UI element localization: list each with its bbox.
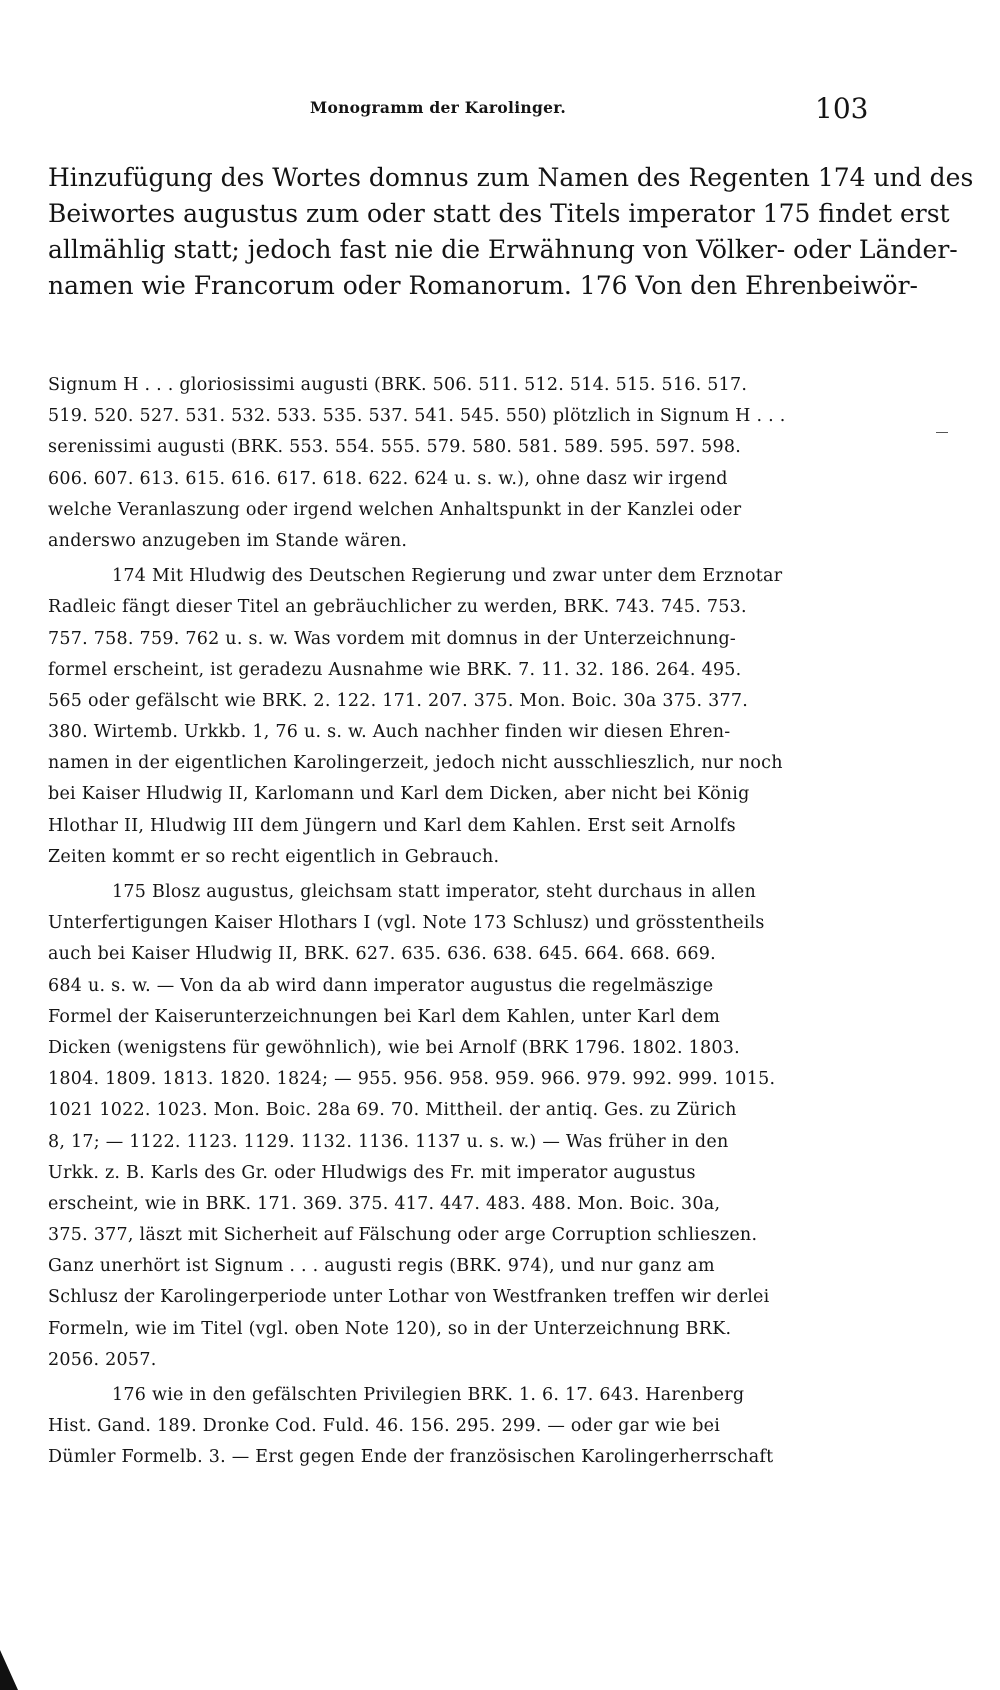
main-text-line: Beiwortes augustus zum oder statt des Titels imperator 175 findet erst xyxy=(48,199,950,228)
footnote-continuation xyxy=(48,370,858,557)
scan-blot xyxy=(0,1650,18,1690)
footnote-line: Dicken (wenigstens für gewöhnlich), wie bei Arnolf (BRK 1796. 1802. 1803. xyxy=(48,1037,740,1058)
footnote-line: formel erscheint, ist geradezu Ausnahme wie BRK. 7. 11. 32. 186. 264. 495. xyxy=(48,659,742,680)
footnote-line: 380. Wirtemb. Urkkb. 1, 76 u. s. w. Auch nachher finden wir diesen Ehren- xyxy=(48,722,731,743)
footnote-line: Formeln, wie im Titel (vgl. oben Note 120), so in der Unterzeichnung BRK. xyxy=(48,1318,732,1339)
footnote-line: Dümler Formelb. 3. — Erst gegen Ende der französischen Karolingerherrschaft xyxy=(48,1447,774,1468)
page-number: 103 xyxy=(815,92,869,125)
footnote-line: serenissimi augusti (BRK. 553. 554. 555. 579. 580. 581. 589. 595. 597. 598. xyxy=(48,437,742,458)
footnote-line: Urkk. z. B. Karls des Gr. oder Hludwigs des Fr. mit imperator augustus xyxy=(48,1162,696,1183)
footnote-line: 175 Blosz augustus, gleichsam statt imperator, steht durchaus in allen xyxy=(112,882,757,902)
stray-mark xyxy=(936,432,948,433)
footnote-line: 1804. 1809. 1813. 1820. 1824; — 955. 956. 958. 959. 966. 979. 992. 999. 1015. xyxy=(48,1069,776,1090)
footnote-line: 1021 1022. 1023. Mon. Boic. 28a 69. 70. Mittheil. der antiq. Ges. zu Zürich xyxy=(48,1100,737,1121)
footnote-line: 174 Mit Hludwig des Deutschen Regierung und zwar unter dem Erznotar xyxy=(112,566,783,587)
footnote-line: 375. 377, läszt mit Sicherheit auf Fälschung oder arge Corruption schlieszen. xyxy=(48,1225,758,1246)
footnote-line: Hist. Gand. 189. Dronke Cod. Fuld. 46. 156. 295. 299. — oder gar wie bei xyxy=(48,1416,721,1437)
footnote-line: 2056. 2057. xyxy=(48,1349,157,1370)
footnote-line: 565 oder gefälscht wie BRK. 2. 122. 171. 207. 375. Mon. Boic. 30a 375. 377. xyxy=(48,690,749,711)
footnote-line: anderswo anzugeben im Stande wären. xyxy=(48,530,408,551)
footnote-line: bei Kaiser Hludwig II, Karlomann und Karl dem Dicken, aber nicht bei König xyxy=(48,784,750,805)
footnote-line: Zeiten kommt er so recht eigentlich in Gebrauch. xyxy=(48,846,500,867)
footnote-line: 519. 520. 527. 531. 532. 533. 535. 537. 541. 545. 550) plötzlich in Signum H . . . xyxy=(48,406,786,427)
footnotes xyxy=(48,370,858,1474)
footnote-line: Unterfertigungen Kaiser Hlothars I (vgl. Note 173 Schlusz) und grösstentheils xyxy=(48,913,765,934)
footnote-line: 757. 758. 759. 762 u. s. w. Was vordem mit domnus in der Unterzeichnung- xyxy=(48,628,737,649)
footnote-175 xyxy=(48,877,858,1376)
footnote-line: erscheint, wie in BRK. 171. 369. 375. 417. 447. 483. 488. Mon. Boic. 30a, xyxy=(48,1193,721,1214)
footnote-line: 606. 607. 613. 615. 616. 617. 618. 622. 624 u. s. w.), ohne dasz wir irgend xyxy=(48,468,728,489)
footnote-line: Ganz unerhört ist Signum . . . augusti regis (BRK. 974), und nur ganz am xyxy=(48,1256,715,1277)
footnote-line: 176 wie in den gefälschten Privilegien BRK. 1. 6. 17. 643. Harenberg xyxy=(112,1385,745,1405)
footnote-line: 8, 17; — 1122. 1123. 1129. 1132. 1136. 1137 u. s. w.) — Was früher in den xyxy=(48,1131,729,1152)
main-text-line: Hinzufügung des Wortes domnus zum Namen des Regenten 174 und des xyxy=(48,163,974,192)
footnote-line: Hlothar II, Hludwig III dem Jüngern und Karl dem Kahlen. Erst seit Arnolfs xyxy=(48,815,736,836)
main-text xyxy=(48,160,974,304)
footnote-line: 684 u. s. w. — Von da ab wird dann imperator augustus die regelmäszige xyxy=(48,975,714,996)
running-title: Monogramm der Karolinger. xyxy=(310,98,567,117)
footnote-176 xyxy=(48,1380,858,1474)
footnote-174 xyxy=(48,561,858,873)
main-text-line: allmählig statt; jedoch fast nie die Erwähnung von Völker- oder Länder- xyxy=(48,235,958,264)
footnote-line: Signum H . . . gloriosissimi augusti (BRK. 506. 511. 512. 514. 515. 516. 517. xyxy=(48,375,748,395)
footnote-line: Formel der Kaiserunterzeichnungen bei Karl dem Kahlen, unter Karl dem xyxy=(48,1006,721,1027)
footnote-line: Schlusz der Karolingerperiode unter Lothar von Westfranken treffen wir derlei xyxy=(48,1287,770,1308)
footnote-line: auch bei Kaiser Hludwig II, BRK. 627. 635. 636. 638. 645. 664. 668. 669. xyxy=(48,944,716,965)
main-text-line: namen wie Francorum oder Romanorum. 176 Von den Ehrenbeiwör- xyxy=(48,271,918,300)
footnote-line: namen in der eigentlichen Karolingerzeit, jedoch nicht ausschlieszlich, nur noch xyxy=(48,753,783,774)
footnote-line: welche Veranlaszung oder irgend welchen Anhaltspunkt in der Kanzlei oder xyxy=(48,499,742,520)
footnote-line: Radleic fängt dieser Titel an gebräuchlicher zu werden, BRK. 743. 745. 753. xyxy=(48,597,747,618)
